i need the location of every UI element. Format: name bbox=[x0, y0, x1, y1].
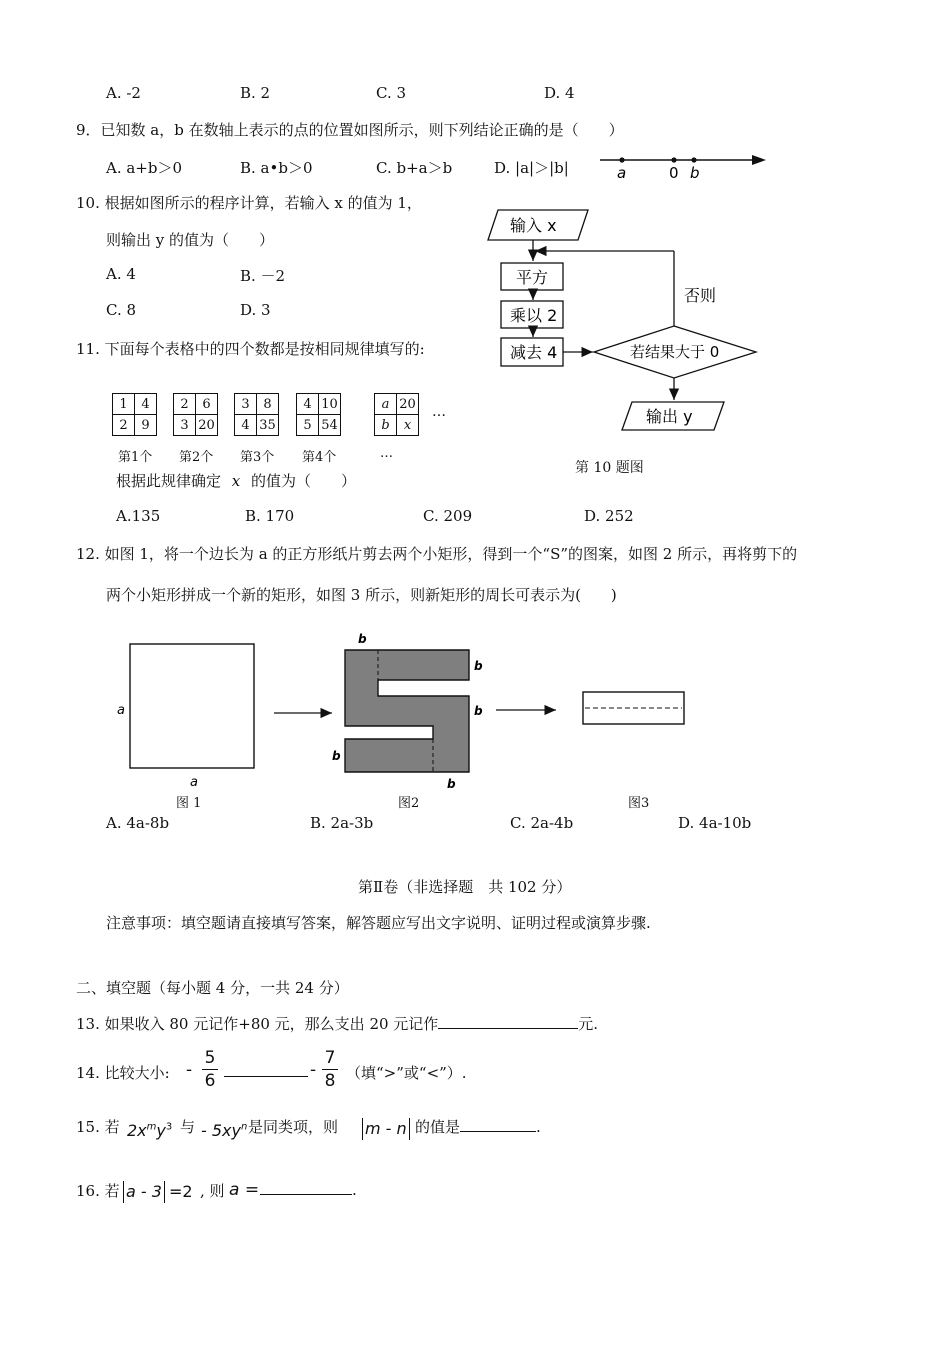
q11-table-cell: 6 bbox=[196, 394, 218, 415]
q11-table-caption: 第3个 bbox=[240, 450, 275, 465]
q14-numerator-1: 5 bbox=[204, 1048, 216, 1068]
q12-option-d: D. 4a-10b bbox=[678, 814, 752, 832]
q14-fraction-bar-2 bbox=[322, 1069, 338, 1070]
q16-pre: 16. 若 bbox=[76, 1182, 120, 1200]
q15-pre: 15. 若 bbox=[76, 1118, 120, 1136]
q11-table-cell: 3 bbox=[174, 415, 196, 436]
fig1-square bbox=[130, 644, 254, 768]
q16-then: , 则 bbox=[200, 1182, 225, 1200]
flow-condition-label: 若结果大于 0 bbox=[630, 343, 720, 361]
number-line-label-0: 0 bbox=[669, 164, 679, 182]
q11-table-1 bbox=[112, 393, 157, 436]
q10-option-b: B. －2 bbox=[240, 267, 286, 285]
q11-table-2 bbox=[173, 393, 218, 436]
part2-title: 第Ⅱ卷（非选择题 共 102 分） bbox=[358, 878, 572, 896]
number-line-figure bbox=[598, 148, 770, 182]
q14-denominator-1: 6 bbox=[204, 1071, 216, 1091]
q11-table-cell: 4 bbox=[297, 394, 319, 415]
q15-end: . bbox=[536, 1118, 541, 1136]
q11-option-d: D. 252 bbox=[584, 507, 634, 525]
q15-answer-blank[interactable] bbox=[460, 1117, 536, 1132]
q11-table-caption: 第4个 bbox=[302, 450, 337, 465]
q11-table-cell: 35 bbox=[257, 415, 279, 436]
q14-numerator-2: 7 bbox=[324, 1048, 336, 1068]
q16-blank-line bbox=[260, 1180, 357, 1199]
q15-term1-x: 2x bbox=[127, 1121, 147, 1140]
q11-option-a: A.135 bbox=[116, 507, 161, 525]
fig2-caption: 图2 bbox=[398, 796, 420, 811]
q11-table-cell: 8 bbox=[257, 394, 279, 415]
q11-ask-pre: 根据此规律确定 bbox=[116, 472, 222, 490]
q14-minus-1: - bbox=[186, 1060, 193, 1080]
q12-option-a: A. 4a-8b bbox=[106, 814, 170, 832]
q14-fraction-1 bbox=[202, 1048, 218, 1091]
q11-table-cell: 20 bbox=[196, 415, 218, 436]
q14-pre: 14. 比较大小: bbox=[76, 1064, 170, 1082]
number-line-arrow bbox=[752, 155, 766, 165]
q11-table-ellipsis: … bbox=[432, 404, 446, 420]
q15-term-1 bbox=[127, 1121, 172, 1140]
q11-table-caption: … bbox=[380, 446, 393, 461]
flowchart-figure bbox=[480, 204, 780, 440]
q10-option-a: A. 4 bbox=[106, 265, 136, 283]
q15-term2-xy: - 5xy bbox=[201, 1121, 241, 1140]
q12-figures bbox=[112, 628, 702, 810]
q11-ask bbox=[116, 470, 356, 491]
q14-answer-blank[interactable] bbox=[224, 1062, 308, 1077]
q8-option-a: A. -2 bbox=[106, 84, 141, 102]
q16-abs-expression bbox=[123, 1181, 193, 1203]
fig2-s-shape bbox=[345, 650, 469, 772]
q11-ask-post: 的值为（ ） bbox=[251, 472, 357, 490]
q11-table-cell: 2 bbox=[174, 394, 196, 415]
q14-fraction-bar-1 bbox=[202, 1069, 218, 1070]
flow-else-label: 否则 bbox=[684, 286, 717, 305]
q11-table-caption: 第1个 bbox=[118, 450, 153, 465]
q16-end: . bbox=[352, 1181, 357, 1199]
q11-table-cell: 54 bbox=[319, 415, 341, 436]
q15-term1-y: y bbox=[156, 1121, 166, 1140]
flow-square-label: 平方 bbox=[516, 268, 549, 287]
q15-post-line bbox=[415, 1116, 541, 1137]
flow-output-label: 输出 y bbox=[646, 407, 693, 426]
q11-table-cell: b bbox=[375, 415, 397, 436]
fig1-label-a-side: a bbox=[117, 703, 125, 718]
q13-line bbox=[76, 1013, 598, 1034]
q12-stem-2: 两个小矩形拼成一个新的矩形，如图 3 所示，则新矩形的周长可表示为( ) bbox=[106, 586, 617, 604]
q15-abs-bar-left bbox=[362, 1118, 363, 1140]
part2-note: 注意事项：填空题请直接填写答案，解答题应写出文字说明、证明过程或演算步骤. bbox=[106, 914, 651, 932]
q14-minus-2: - bbox=[310, 1060, 317, 1080]
q11-table-cell: 2 bbox=[113, 415, 135, 436]
q9-option-d: D. |a|＞|b| bbox=[494, 159, 569, 177]
fig2-label-b-3: b bbox=[474, 704, 483, 718]
q8-option-b: B. 2 bbox=[240, 84, 271, 102]
q14-post: （填“>”或“<”）. bbox=[346, 1064, 467, 1082]
q9-stem: 9．已知数 a，b 在数轴上表示的点的位置如图所示，则下列结论正确的是（ ） bbox=[76, 121, 624, 139]
q9-option-b: B. a•b＞0 bbox=[240, 159, 313, 177]
q15-term-2 bbox=[201, 1121, 247, 1140]
fig2-label-b-1: b bbox=[358, 632, 367, 646]
q12-stem: 12. 如图 1，将一个边长为 a 的正方形纸片剪去两个小矩形，得到一个“S”的图案，如图 2 所示，再将剪下的 bbox=[76, 545, 798, 563]
q15-abs-expression bbox=[362, 1118, 410, 1140]
q9-option-c: C. b+a＞b bbox=[376, 159, 453, 177]
q11-table-cell: 1 bbox=[113, 394, 135, 415]
q8-option-c: C. 3 bbox=[376, 84, 407, 102]
q14-answer-blank-wrap bbox=[224, 1062, 308, 1081]
q10-option-c: C. 8 bbox=[106, 301, 137, 319]
q16-var: a = bbox=[229, 1180, 260, 1200]
q16-abs-bar-right bbox=[164, 1181, 165, 1203]
q11-stem: 11. 下面每个表格中的四个数都是按相同规律填写的: bbox=[76, 340, 425, 358]
q11-table-cell: 4 bbox=[235, 415, 257, 436]
q11-option-b: B. 170 bbox=[245, 507, 295, 525]
q11-table-5 bbox=[374, 393, 419, 436]
q15-mid: 与 bbox=[180, 1118, 196, 1136]
q15-exp-3: 3 bbox=[165, 1121, 173, 1133]
q11-table-4 bbox=[296, 393, 341, 436]
q15-post: 的值是 bbox=[415, 1118, 461, 1136]
fig1-caption: 图 1 bbox=[176, 796, 202, 811]
q15-exp-m: m bbox=[146, 1121, 157, 1133]
q11-table-cell: x bbox=[397, 415, 419, 436]
q10-stem: 10. 根据如图所示的程序计算，若输入 x 的值为 1， bbox=[76, 194, 422, 212]
q13-answer-blank[interactable] bbox=[438, 1014, 578, 1029]
q11-table-cell: 10 bbox=[319, 394, 341, 415]
q16-abs-inner: a - 3 bbox=[126, 1181, 162, 1201]
q15-abs-inner: m - n bbox=[365, 1118, 407, 1138]
q11-ask-var: x bbox=[231, 472, 241, 490]
q13-text: 13. 如果收入 80 元记作+80 元，那么支出 20 元记作 bbox=[76, 1015, 439, 1033]
q16-abs-bar-left bbox=[123, 1181, 124, 1203]
fig2-label-b-2: b bbox=[474, 659, 483, 673]
q11-table-caption: 第2个 bbox=[179, 450, 214, 465]
q16-eq: =2 bbox=[168, 1181, 193, 1201]
fig1-label-a-bottom: a bbox=[190, 775, 198, 790]
flow-input-label: 输入 x bbox=[510, 216, 557, 235]
q15-mid2: 是同类项，则 bbox=[248, 1118, 339, 1136]
q11-table-cell: 5 bbox=[297, 415, 319, 436]
q8-option-d: D. 4 bbox=[544, 84, 575, 102]
fig2-label-b-4: b bbox=[332, 749, 341, 763]
q12-option-c: C. 2a-4b bbox=[510, 814, 574, 832]
q12-option-b: B. 2a-3b bbox=[310, 814, 374, 832]
fig3-caption: 图3 bbox=[628, 796, 650, 811]
flow-subtract-label: 减去 4 bbox=[510, 343, 558, 362]
q10-option-d: D. 3 bbox=[240, 301, 271, 319]
q16-answer-blank[interactable] bbox=[260, 1180, 352, 1195]
fig2-label-b-5: b bbox=[447, 777, 456, 791]
point-b bbox=[691, 157, 696, 162]
point-a bbox=[619, 157, 624, 162]
q11-table-3 bbox=[234, 393, 279, 436]
q14-denominator-2: 8 bbox=[324, 1071, 336, 1091]
q10-stem-2: 则输出 y 的值为（ ） bbox=[106, 231, 275, 249]
q11-table-cell: 9 bbox=[135, 415, 157, 436]
q11-table-cell: a bbox=[375, 394, 397, 415]
section2-title: 二、填空题（每小题 4 分，一共 24 分） bbox=[76, 979, 349, 997]
q11-table-cell: 4 bbox=[135, 394, 157, 415]
q9-option-a: A. a+b＞0 bbox=[106, 159, 183, 177]
flow-multiply-label: 乘以 2 bbox=[510, 306, 558, 325]
flowchart-caption: 第 10 题图 bbox=[575, 460, 644, 476]
q11-table-cell: 3 bbox=[235, 394, 257, 415]
number-line-label-a: a bbox=[617, 164, 627, 182]
q15-exp-n: n bbox=[240, 1121, 248, 1133]
q13-unit: 元. bbox=[578, 1015, 599, 1033]
number-line-label-b: b bbox=[690, 164, 700, 182]
q11-option-c: C. 209 bbox=[423, 507, 473, 525]
q14-fraction-2 bbox=[322, 1048, 338, 1091]
point-0 bbox=[671, 157, 676, 162]
q15-abs-bar-right bbox=[409, 1118, 410, 1140]
q11-table-cell: 20 bbox=[397, 394, 419, 415]
